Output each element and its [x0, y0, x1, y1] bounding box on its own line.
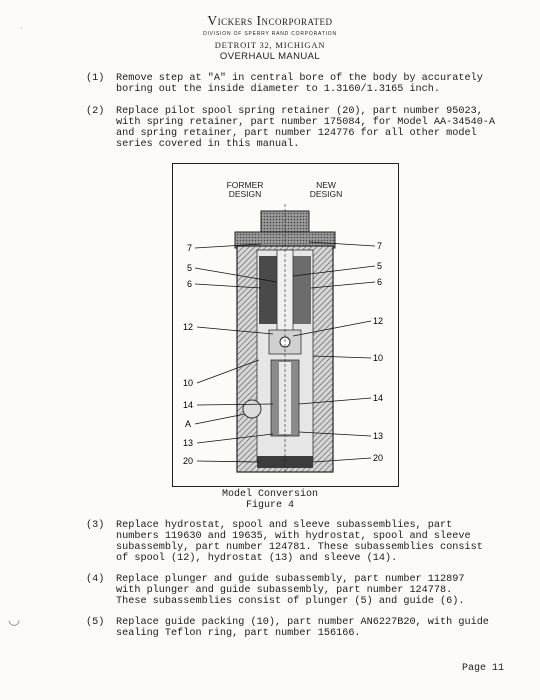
guide-part [293, 256, 311, 324]
former-design-heading: DESIGN [228, 189, 262, 199]
step-number: (5) [86, 617, 105, 628]
sleeve-bore [279, 362, 291, 434]
city-line: DETROIT 32, MICHIGAN [214, 40, 326, 50]
step-text: Replace hydrostat, spool and sleeve subassemblies, part numbers 119630 and 19635, with hydrostat, spool and sleeve subassembly, part number 124781. These subassemblies consist of spool (12), hydrostat (13) and sleeve (14). [116, 520, 483, 564]
label-7-left: 7 [187, 243, 193, 253]
scan-speck: · [20, 24, 23, 33]
step-number: (1) [86, 73, 105, 84]
step-number: (2) [86, 106, 105, 117]
company-name: Vickers Incorporated [207, 13, 333, 28]
label-14-left: 14 [183, 400, 194, 410]
figure-caption-number: Figure 4 [245, 500, 294, 511]
binding-mark: ◡ [8, 612, 21, 628]
guide-part [259, 256, 277, 324]
valve-cross-section-diagram [173, 164, 398, 486]
former-design-heading: FORMER [226, 180, 264, 190]
label-10-right: 10 [373, 353, 384, 363]
step-text: Replace plunger and guide subassembly, part number 112897 with plunger and guide subassembly, part number 124778. These subassemblies consist of plunger (5) and guide (6). [116, 574, 465, 607]
label-20-right: 20 [373, 453, 384, 463]
label-10-left: 10 [183, 378, 194, 388]
step-text: Replace pilot spool spring retainer (20), part number 95023, with spring retainer, part number 175084, for Model AA-34540-A and spring retainer, part number 124776 for all other model series covered in this manual. [116, 106, 496, 150]
label-12-left: 12 [183, 322, 194, 332]
division-line: DIVISION OF SPERRY RAND CORPORATION [203, 31, 337, 37]
page-number: Page 11 [462, 663, 505, 674]
label-14-right: 14 [373, 393, 384, 403]
label-13-right: 13 [373, 431, 384, 441]
new-design-heading: NEW [316, 180, 336, 190]
label-5-left: 5 [187, 263, 193, 273]
step-text: Remove step at "A" in central bore of the body by accurately boring out the inside diameter to 1.3160/1.3165 inch. [116, 73, 483, 95]
label-7-right: 7 [377, 241, 383, 251]
figure-caption-title: Model Conversion [221, 489, 318, 500]
label-13-left: 13 [183, 438, 194, 448]
step-text: Replace guide packing (10), part number AN6227B20, with guide sealing Teflon ring, part number 156166. [116, 617, 489, 639]
step-number: (3) [86, 520, 105, 531]
manual-title: OVERHAUL MANUAL [219, 51, 321, 62]
step-a [243, 400, 261, 418]
label-12-right: 12 [373, 316, 384, 326]
label-20-left: 20 [183, 456, 194, 466]
new-design-heading: DESIGN [309, 189, 343, 199]
model-conversion-figure [172, 163, 399, 487]
label-a: A [185, 419, 192, 429]
label-6-left: 6 [187, 279, 193, 289]
step-number: (4) [86, 574, 105, 585]
label-5-right: 5 [377, 261, 383, 271]
label-6-right: 6 [377, 277, 383, 287]
